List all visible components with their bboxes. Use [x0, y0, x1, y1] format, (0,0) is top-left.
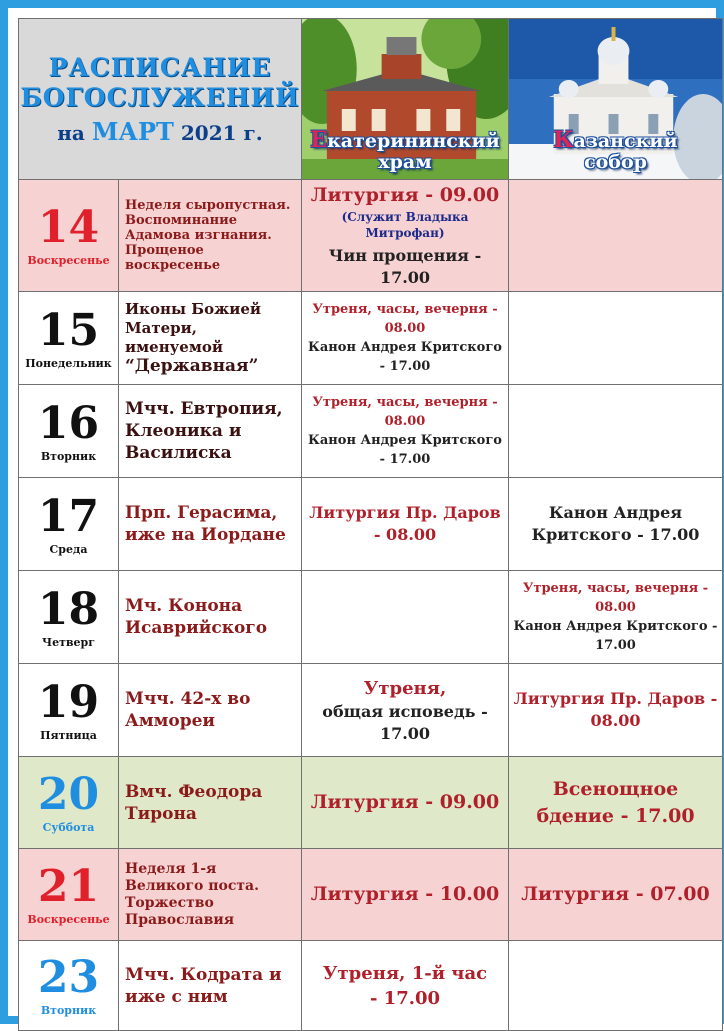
- church-b-service: [509, 385, 723, 478]
- title-month-line: [19, 117, 301, 146]
- date-cell: [19, 664, 119, 757]
- date-cell: [19, 757, 119, 849]
- date-cell: [19, 478, 119, 571]
- title-line-1: РАСПИСАНИЕ: [48, 52, 272, 82]
- feast-cell: [119, 292, 302, 385]
- feast-cell: [119, 571, 302, 664]
- church-a-service: [302, 478, 509, 571]
- day-number: 23: [37, 952, 100, 1003]
- feast-cell: [119, 941, 302, 1031]
- service-line: Литургия - 09.00: [310, 791, 500, 813]
- church-a-header: [302, 19, 509, 180]
- feast-cell: [119, 385, 302, 478]
- weekday: Четверг: [42, 635, 95, 649]
- service-line: Утреня, часы, вечерня - 08.00: [312, 395, 498, 429]
- service-line: Всенощное бдение - 17.00: [536, 777, 695, 827]
- weekday: Воскресенье: [27, 913, 110, 926]
- church-b-service: [509, 180, 723, 292]
- day-number: 20: [37, 769, 100, 820]
- feast-cell: [119, 180, 302, 292]
- church-b-name-line2: собор: [584, 151, 647, 173]
- feast-line: Прощеное воскресенье: [125, 243, 221, 273]
- church-a-service: [302, 941, 509, 1031]
- feast-line: Вмч. Феодора Тирона: [125, 781, 263, 824]
- service-line: Литургия - 10.00: [310, 883, 500, 905]
- date-cell: [19, 571, 119, 664]
- day-row-17: [19, 478, 723, 571]
- feast-cell: [119, 478, 302, 571]
- day-row-19: [19, 664, 723, 757]
- schedule-table: [18, 18, 723, 1031]
- date-cell: [19, 385, 119, 478]
- date-cell: [19, 941, 119, 1031]
- date-cell: [19, 180, 119, 292]
- day-number: 17: [37, 490, 100, 542]
- day-row-15: [19, 292, 723, 385]
- weekday: Вторник: [40, 449, 97, 463]
- service-line: Канон Андрея Критского - 17.00: [308, 433, 502, 467]
- church-b-service: [509, 571, 723, 664]
- service-line: Литургия Пр. Даров - 08.00: [513, 689, 718, 730]
- church-b-initial: К: [553, 127, 574, 153]
- church-b-header: [509, 19, 723, 180]
- church-b-name: [509, 127, 722, 173]
- day-number: 16: [37, 397, 100, 449]
- service-line: Утреня,: [363, 677, 447, 699]
- church-b-service: [509, 849, 723, 941]
- church-b-service: [509, 292, 723, 385]
- feast-line: Торжество Православия: [125, 894, 235, 928]
- feast-line: Мчч. Кодрата и иже с ним: [125, 964, 282, 1007]
- day-row-20: [19, 757, 723, 849]
- weekday: Среда: [49, 542, 88, 556]
- church-b-name-rest: азанский: [573, 130, 678, 152]
- church-a-service: [302, 757, 509, 849]
- weekday: Суббота: [42, 821, 95, 834]
- service-line: Литургия - 09.00: [310, 184, 500, 206]
- feast-line: Неделя сыропустная.: [125, 198, 291, 213]
- feast-line: Воспоминание Адамова изгнания.: [125, 213, 272, 243]
- weekday: Воскресенье: [27, 254, 110, 267]
- date-cell: [19, 849, 119, 941]
- feast-line: Мчч. Евтропия, Клеоника и Василиска: [125, 399, 283, 463]
- title-year: 2021 г.: [180, 120, 263, 145]
- feast-cell: [119, 849, 302, 941]
- service-line: Литургия - 07.00: [521, 883, 710, 905]
- service-line: Канон Андрея Критского - 17.00: [308, 340, 502, 374]
- service-line: Утреня, часы, вечерня - 08.00: [522, 581, 709, 615]
- service-line: Канон Андрея Критского - 17.00: [513, 619, 718, 653]
- church-a-name: [302, 127, 508, 173]
- church-b-photo: [509, 19, 722, 179]
- day-row-14: [19, 180, 723, 292]
- weekday: Пятница: [40, 728, 97, 742]
- church-b-service: [509, 757, 723, 849]
- church-a-photo: [302, 19, 508, 179]
- header-row: [19, 19, 723, 180]
- day-number: 19: [37, 676, 100, 728]
- feast-line: Прп. Герасима, иже на Иордане: [125, 503, 286, 545]
- title-prefix: на: [57, 120, 85, 145]
- day-row-23: [19, 941, 723, 1031]
- day-number: 15: [37, 304, 100, 356]
- church-a-name-line2: храм: [378, 151, 432, 173]
- feast-line: Мч. Конона Исаврийского: [125, 596, 268, 638]
- service-line: Утреня, 1-й час - 17.00: [322, 962, 488, 1009]
- church-a-service: [302, 385, 509, 478]
- church-a-service: [302, 571, 509, 664]
- service-line: Утреня, часы, вечерня - 08.00: [312, 302, 498, 336]
- schedule-title: [19, 19, 302, 180]
- title-line-2: БОГОСЛУЖЕНИЙ: [20, 82, 300, 112]
- church-b-service: [509, 478, 723, 571]
- title-month: МАРТ: [91, 116, 174, 146]
- service-line: Чин прощения - 17.00: [328, 246, 482, 287]
- weekday: Вторник: [40, 1004, 97, 1017]
- day-number: 18: [37, 583, 100, 635]
- church-a-name-rest: катерининский: [327, 130, 500, 152]
- service-note: (Служит Владыка Митрофан): [341, 210, 469, 240]
- day-number: 21: [37, 861, 100, 912]
- feast-line: “Державная”: [125, 356, 259, 376]
- church-a-initial: Е: [310, 127, 328, 153]
- feast-line: Неделя 1-я Великого поста.: [125, 860, 259, 894]
- day-row-18: [19, 571, 723, 664]
- church-a-service: [302, 180, 509, 292]
- service-line: общая исповедь - 17.00: [322, 701, 488, 743]
- feast-line: Мчч. 42-х во Аммореи: [125, 689, 251, 731]
- church-a-service: [302, 849, 509, 941]
- service-line: Канон Андрея Критского - 17.00: [531, 503, 700, 544]
- weekday: Понедельник: [25, 356, 112, 370]
- day-number: 14: [37, 202, 100, 253]
- date-cell: [19, 292, 119, 385]
- church-a-service: [302, 292, 509, 385]
- feast-line: Иконы Божией Матери, именуемой: [125, 300, 262, 356]
- feast-cell: [119, 757, 302, 849]
- service-line: Литургия Пр. Даров - 08.00: [309, 503, 501, 544]
- church-b-service: [509, 664, 723, 757]
- feast-cell: [119, 664, 302, 757]
- day-row-16: [19, 385, 723, 478]
- church-b-service: [509, 941, 723, 1031]
- church-a-service: [302, 664, 509, 757]
- day-row-21: [19, 849, 723, 941]
